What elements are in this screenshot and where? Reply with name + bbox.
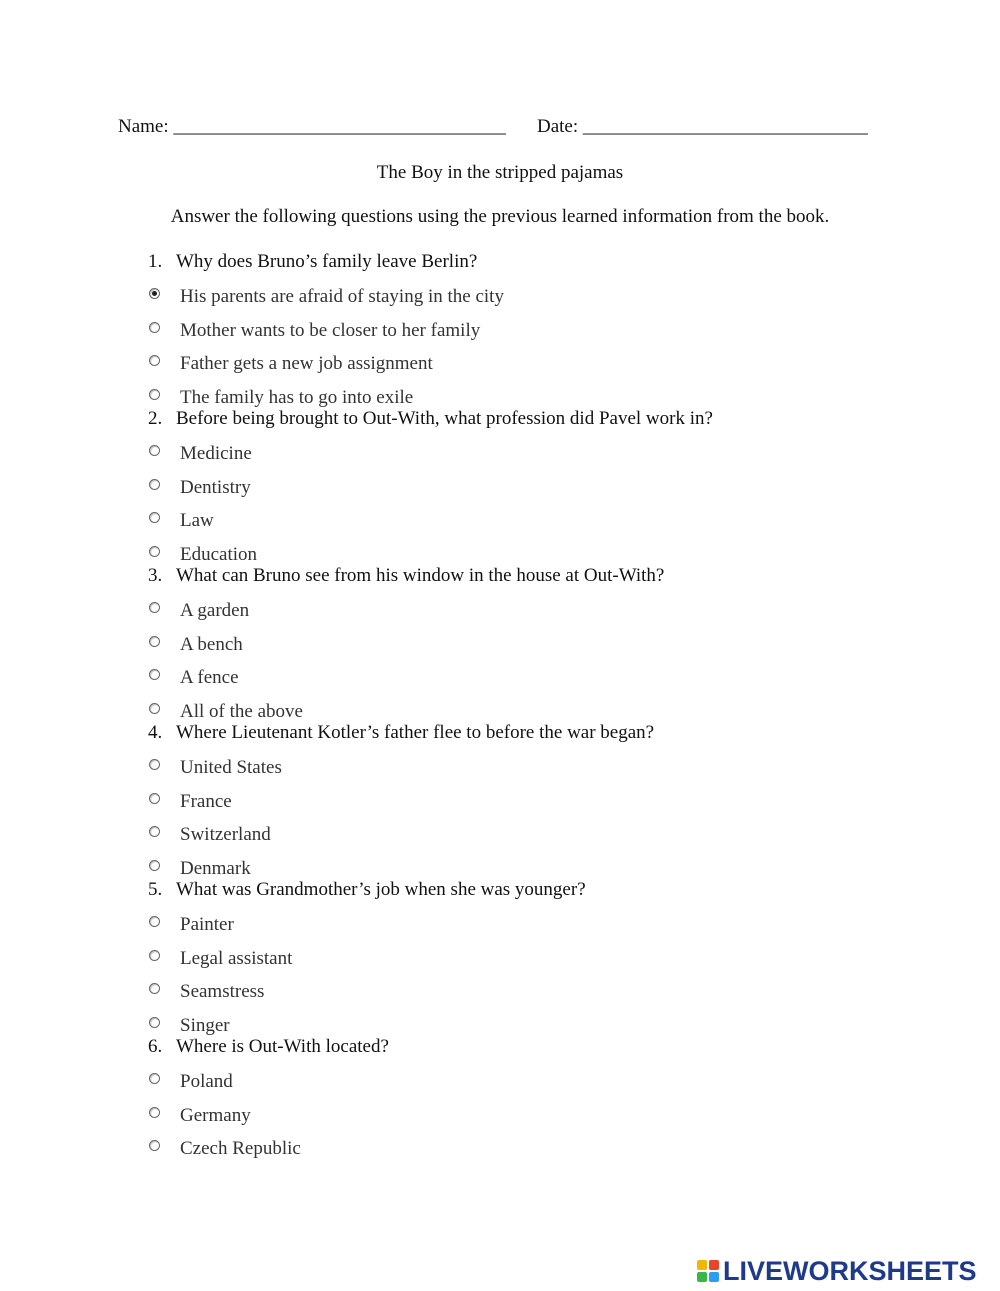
option-label[interactable]: Denmark — [180, 858, 251, 879]
radio-q4-opt3[interactable] — [149, 826, 160, 837]
radio-q5-opt4[interactable] — [149, 1017, 160, 1028]
radio-q3-opt1[interactable] — [149, 602, 160, 613]
option-label[interactable]: Singer — [180, 1015, 230, 1036]
question-text: What can Bruno see from his window in the house at Out-With? — [176, 565, 665, 586]
option-label[interactable]: Germany — [180, 1105, 251, 1126]
option-label[interactable]: Law — [180, 510, 214, 531]
question-4 — [148, 722, 654, 744]
name-line[interactable]: ___________________________________ — [173, 116, 506, 137]
question-number: 6. — [148, 1036, 163, 1057]
name-label: Name: — [118, 116, 174, 137]
logo-wordmark — [723, 1256, 977, 1287]
question-5 — [148, 879, 586, 901]
radio-q2-opt3[interactable] — [149, 512, 160, 523]
radio-q4-opt4[interactable] — [149, 860, 160, 871]
radio-q1-opt4[interactable] — [149, 389, 160, 400]
radio-q6-opt3[interactable] — [149, 1140, 160, 1151]
option-label[interactable]: A garden — [180, 600, 250, 621]
option-label[interactable]: The family has to go into exile — [180, 387, 414, 408]
option-label[interactable]: Dentistry — [180, 477, 251, 498]
question-1 — [148, 251, 477, 273]
option-label[interactable]: His parents are afraid of staying in the city — [180, 286, 504, 307]
instructions: Answer the following questions using the previous learned information from the book. — [170, 206, 830, 227]
name-field — [118, 116, 506, 138]
question-text: What was Grandmother’s job when she was younger? — [176, 879, 586, 900]
radio-q3-opt2[interactable] — [149, 636, 160, 647]
radio-q6-opt2[interactable] — [149, 1107, 160, 1118]
option-label[interactable]: Education — [180, 544, 258, 565]
radio-q5-opt3[interactable] — [149, 983, 160, 994]
option-label[interactable]: France — [180, 791, 232, 812]
option-label[interactable]: Switzerland — [180, 824, 271, 845]
option-label[interactable]: Legal assistant — [180, 948, 293, 969]
radio-q2-opt4[interactable] — [149, 546, 160, 557]
radio-q1-opt1[interactable] — [149, 288, 160, 299]
option-label[interactable]: Mother wants to be closer to her family — [180, 320, 481, 341]
question-number: 4. — [148, 722, 163, 743]
question-3 — [148, 565, 664, 587]
date-label: Date: — [537, 116, 583, 137]
question-text: Where Lieutenant Kotler’s father flee to before the war began? — [176, 722, 655, 743]
logo-blocks-icon — [697, 1260, 719, 1282]
question-number: 1. — [148, 251, 163, 272]
radio-q5-opt1[interactable] — [149, 916, 160, 927]
option-label[interactable]: Poland — [180, 1071, 233, 1092]
question-6 — [148, 1036, 389, 1058]
option-label[interactable]: United States — [180, 757, 282, 778]
option-label[interactable]: A bench — [180, 634, 243, 655]
radio-q4-opt2[interactable] — [149, 793, 160, 804]
option-label[interactable]: Seamstress — [180, 981, 265, 1002]
date-line[interactable]: ______________________________ — [582, 116, 868, 137]
radio-q2-opt1[interactable] — [149, 445, 160, 456]
radio-q3-opt4[interactable] — [149, 703, 160, 714]
question-text: Before being brought to Out-With, what profession did Pavel work in? — [176, 408, 713, 429]
radio-q6-opt1[interactable] — [149, 1073, 160, 1084]
logo-worksheets-text: WORKSHEETS — [783, 1255, 977, 1286]
question-number: 5. — [148, 879, 163, 900]
radio-q1-opt3[interactable] — [149, 355, 160, 366]
radio-q1-opt2[interactable] — [149, 322, 160, 333]
option-label[interactable]: Czech Republic — [180, 1138, 301, 1159]
option-label[interactable]: All of the above — [180, 701, 303, 722]
radio-q4-opt1[interactable] — [149, 759, 160, 770]
liveworksheets-logo — [697, 1255, 977, 1287]
radio-q3-opt3[interactable] — [149, 669, 160, 680]
date-field — [537, 116, 868, 138]
radio-q2-opt2[interactable] — [149, 479, 160, 490]
option-label[interactable]: Father gets a new job assignment — [180, 353, 433, 374]
option-label[interactable]: Medicine — [180, 443, 252, 464]
radio-q5-opt2[interactable] — [149, 950, 160, 961]
logo-live-text: LIVE — [723, 1255, 784, 1286]
option-label[interactable]: A fence — [180, 667, 239, 688]
question-text: Where is Out-With located? — [176, 1036, 389, 1057]
question-number: 3. — [148, 565, 163, 586]
worksheet-title: The Boy in the stripped pajamas — [376, 162, 624, 183]
option-label[interactable]: Painter — [180, 914, 234, 935]
question-2 — [148, 408, 713, 430]
question-text: Why does Bruno’s family leave Berlin? — [176, 251, 478, 272]
question-number: 2. — [148, 408, 163, 429]
